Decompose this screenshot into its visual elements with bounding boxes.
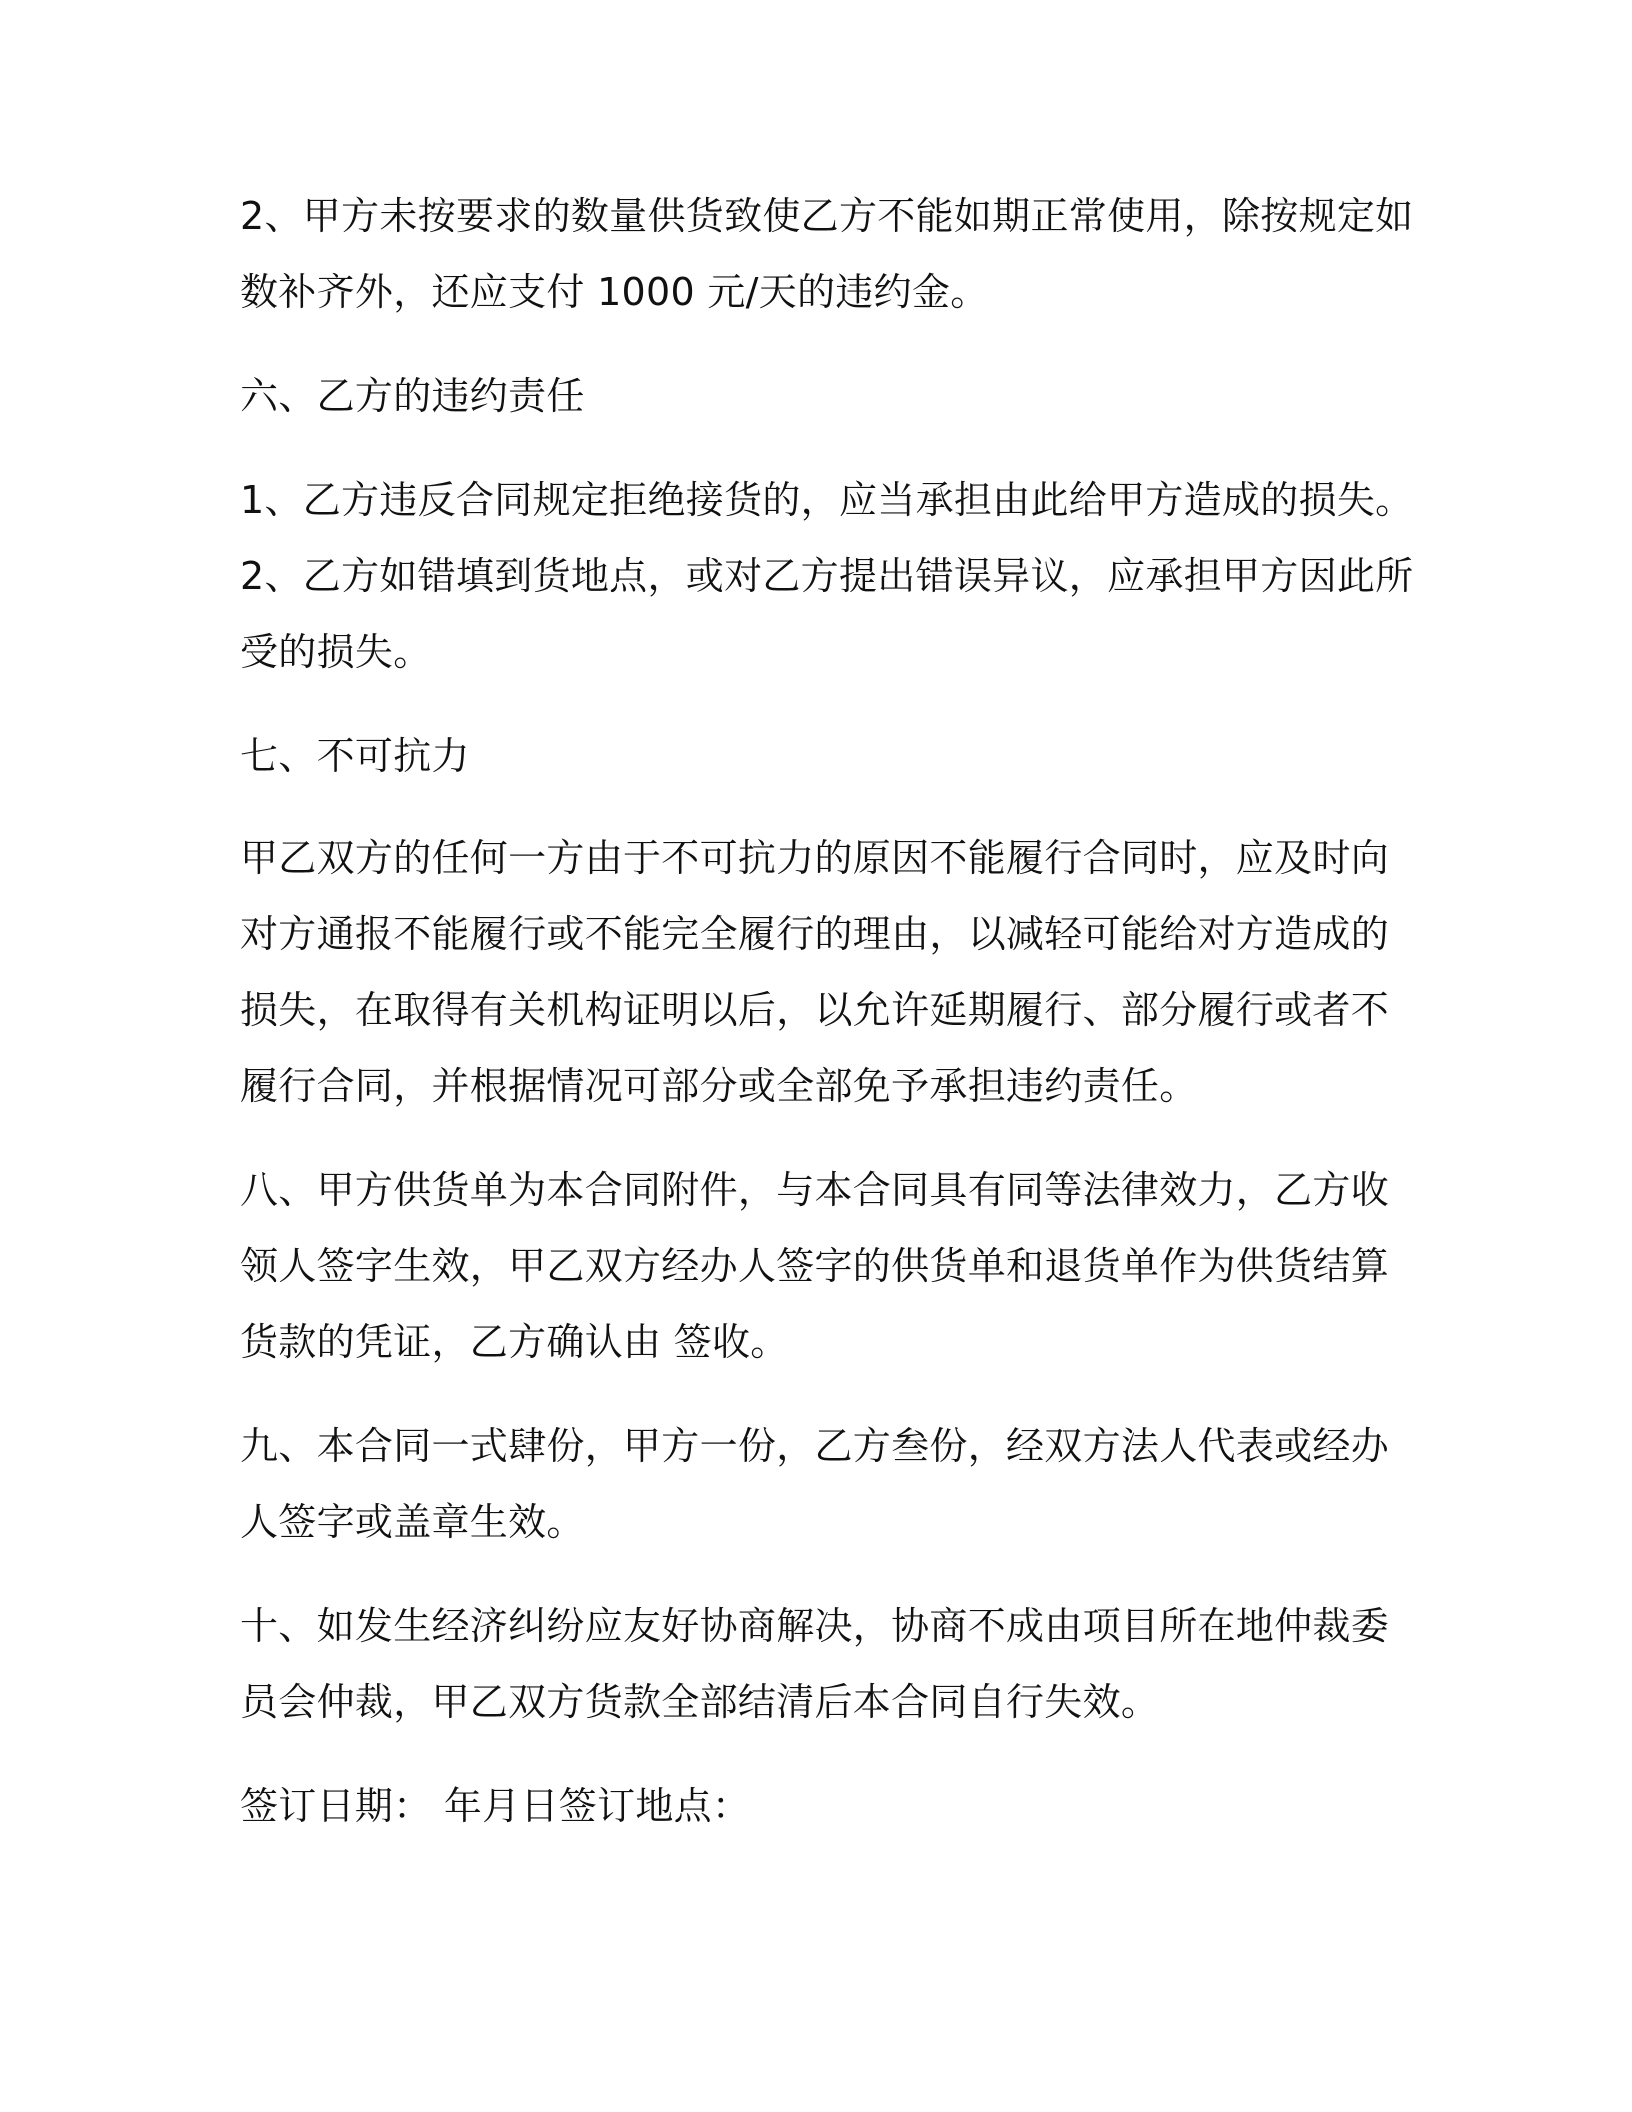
text-line: 数补齐外，还应支付 1000 元/天的违约金。: [240, 270, 989, 314]
text-line: 2、甲方未按要求的数量供货致使乙方不能如期正常使用，除按规定如: [240, 194, 1414, 238]
text-line: 2、乙方如错填到货地点，或对乙方提出错误异议，应承担甲方因此所: [240, 554, 1414, 598]
text-line: 损失，在取得有关机构证明以后，以允许延期履行、部分履行或者不: [240, 988, 1390, 1032]
text-line: 履行合同，并根据情况可部分或全部免予承担违约责任。: [240, 1064, 1198, 1108]
text-line: 1、乙方违反合同规定拒绝接货的，应当承担由此给甲方造成的损失。: [240, 478, 1414, 522]
text-line: 受的损失。: [240, 630, 432, 674]
text-line: 领人签字生效，甲乙双方经办人签字的供货单和退货单作为供货结算: [240, 1244, 1390, 1288]
text-line: 九、本合同一式肆份，甲方一份，乙方叁份，经双方法人代表或经办: [240, 1424, 1390, 1468]
text-line: 十、如发生经济纠纷应友好协商解决，协商不成由项目所在地仲裁委: [240, 1604, 1390, 1648]
text-line: 员会仲裁，甲乙双方货款全部结清后本合同自行失效。: [240, 1680, 1160, 1724]
text-line: 人签字或盖章生效。: [240, 1500, 585, 1544]
text-line: 甲乙双方的任何一方由于不可抗力的原因不能履行合同时，应及时向: [240, 836, 1390, 880]
signing-info-line: 签订日期： 年月日签订地点：: [240, 1784, 751, 1828]
section-heading: 六、乙方的违约责任: [240, 374, 585, 418]
text-line: 八、甲方供货单为本合同附件，与本合同具有同等法律效力，乙方收: [240, 1168, 1390, 1212]
text-line: 货款的凭证，乙方确认由 签收。: [240, 1320, 789, 1364]
section-heading: 七、不可抗力: [240, 734, 470, 778]
text-line: 对方通报不能履行或不能完全履行的理由，以减轻可能给对方造成的: [240, 912, 1390, 956]
